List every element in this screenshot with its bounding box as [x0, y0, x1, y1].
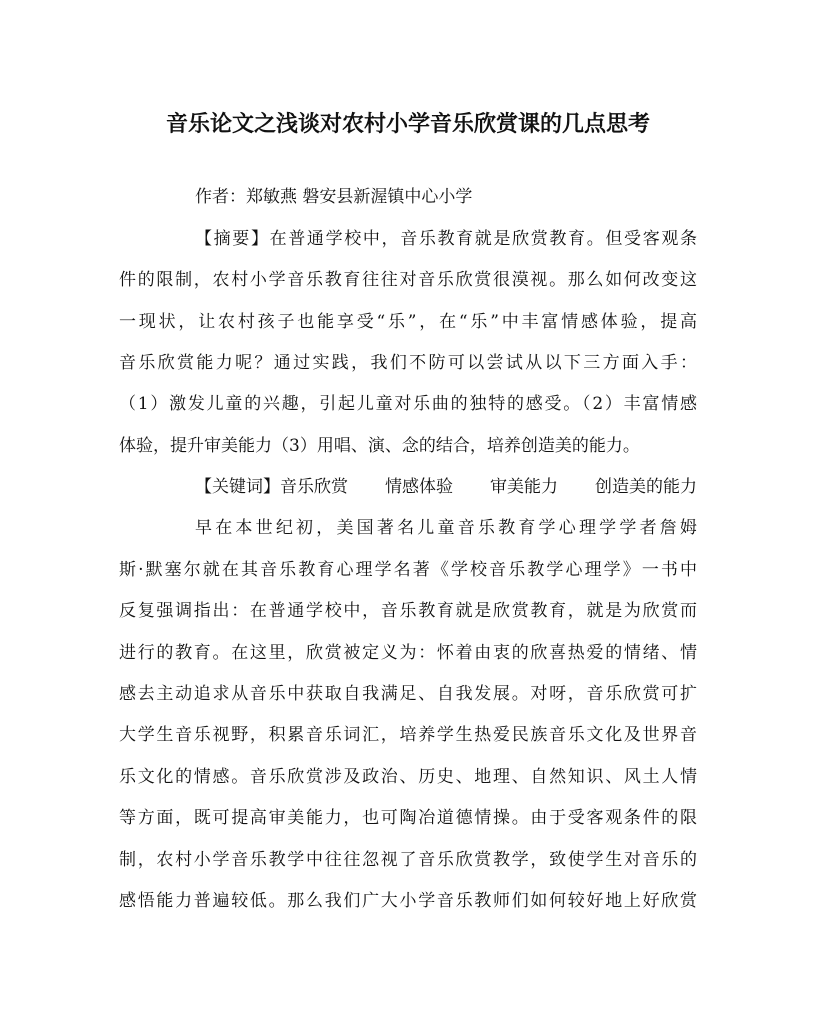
- keywords-row: [195, 473, 697, 501]
- keyword: 音乐欣赏: [280, 477, 348, 497]
- body-line: 大学生音乐视野，积累音乐词汇，培养学生热爱民族音乐文化及世界音: [119, 725, 697, 745]
- body-line: 感去主动追求从音乐中获取自我满足、自我发展。对呀，音乐欣赏可扩: [119, 684, 697, 704]
- abstract-line: 一现状，让农村孩子也能享受“乐”，在“乐”中丰富情感体验，提高: [119, 312, 697, 332]
- abstract-line: （1）激发儿童的兴趣，引起儿童对乐曲的独特的感受。（2）丰富情感: [119, 394, 697, 414]
- body-line: 斯·默塞尔就在其音乐教育心理学名著《学校音乐教学心理学》一书中: [119, 560, 697, 580]
- abstract-line: 音乐欣赏能力呢？通过实践，我们不防可以尝试从以下三方面入手：: [119, 353, 697, 373]
- body-line: 等方面，既可提高审美能力，也可陶冶道德情操。由于受客观条件的限: [119, 808, 697, 828]
- body-line: 制，农村小学音乐教学中往往忽视了音乐欣赏教学，致使学生对音乐的: [119, 850, 697, 870]
- keyword: 情感体验: [385, 477, 453, 497]
- body-line: 进行的教育。在这里，欣赏被定义为：怀着由衷的欣喜热爱的情绪、情: [119, 643, 697, 663]
- keywords-label: 【关键词】: [195, 477, 280, 497]
- body-line: 反复强调指出：在普通学校中，音乐教育就是欣赏教育，就是为欣赏而: [119, 601, 697, 621]
- body-line: 乐文化的情感。音乐欣赏涉及政治、历史、地理、自然知识、风土人情: [119, 767, 697, 787]
- keyword: 审美能力: [490, 477, 558, 497]
- keyword: 创造美的能力: [595, 477, 697, 497]
- author-line: 作者：郑敏燕 磐安县新渥镇中心小学: [195, 187, 473, 207]
- abstract-line: 体验，提升审美能力（3）用唱、演、念的结合，培养创造美的能力。: [119, 436, 640, 456]
- body-line: 感悟能力普遍较低。那么我们广大小学音乐教师们如何较好地上好欣赏: [119, 891, 697, 911]
- abstract-line: 件的限制，农村小学音乐教育往往对音乐欣赏很漠视。那么如何改变这: [119, 270, 697, 290]
- abstract-line: 【摘要】在普通学校中，音乐教育就是欣赏教育。但受客观条: [195, 229, 697, 249]
- body-line: 早在本世纪初，美国著名儿童音乐教育学心理学学者詹姆: [195, 518, 697, 538]
- document-title: 音乐论文之浅谈对农村小学音乐欣赏课的几点思考: [165, 111, 650, 137]
